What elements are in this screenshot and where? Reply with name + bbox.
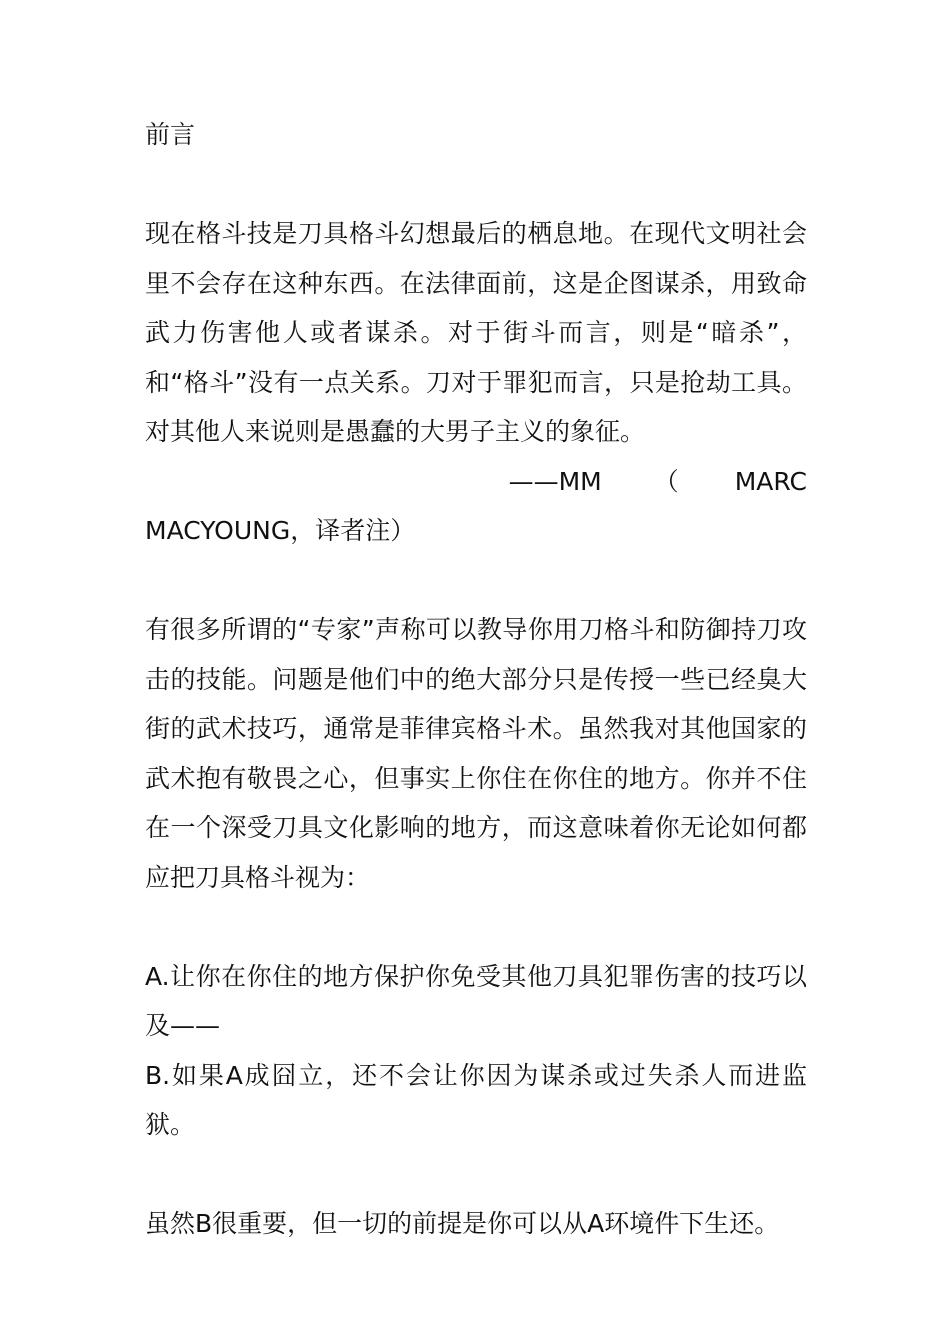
attribution-paren: （ (653, 466, 679, 496)
attribution-tail: MACYOUNG，译者注） (145, 516, 416, 545)
paragraph-conclusion: 虽然B很重要，但一切的前提是你可以从A环境件下生还。 (145, 1209, 780, 1238)
page-title: 前言 (145, 120, 196, 149)
paragraph-experts: 有很多所谓的“专家”声称可以教导你用刀格斗和防御持刀攻击的技能。问题是他们中的绝大部分只是传授一些已经臭大街的武术技巧，通常是菲律宾格斗术。虽然我对其他国家的武术抱有敬畏之心，但事实上你住在你住的地方。你并不住在一个深受刀具文化影响的地方，而这意味着你无论如何都应把刀具格斗视为： (145, 615, 807, 892)
document-body (145, 110, 807, 1298)
attribution-name: ——MM (508, 466, 602, 496)
attribution-first: MARC (734, 466, 807, 496)
list-item-b: B.如果A成囧立，还不会让你因为谋杀或过失杀人而进监狱。 (145, 1060, 807, 1139)
list-item-a: A.让你在你住的地方保护你免受其他刀具犯罪伤害的技巧以及—— (145, 961, 807, 1040)
paragraph-intro: 现在格斗技是刀具格斗幻想最后的栖息地。在现代文明社会里不会存在这种东西。在法律面前，这是企图谋杀，用致命武力伤害他人或者谋杀。对于街斗而言，则是“暗杀”，和“格斗”没有一点关系。刀对于罪犯而言，只是抢劫工具。对其他人来说则是愚蠢的大男子主义的象征。 (145, 219, 807, 446)
attribution-line (145, 457, 807, 507)
